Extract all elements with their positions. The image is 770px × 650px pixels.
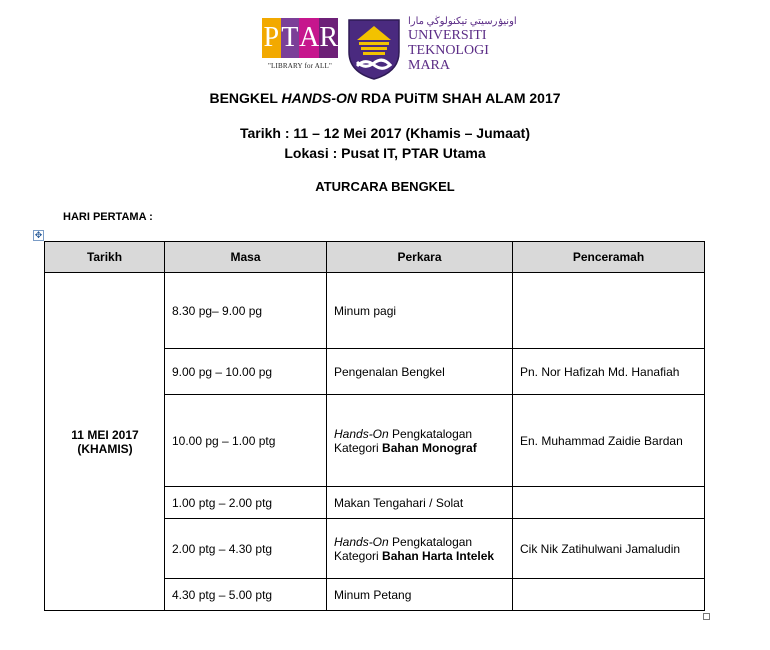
perkara-cell: Hands-On Pengkatalogan Kategori Bahan Harta Intelek bbox=[327, 519, 513, 579]
table-row bbox=[45, 273, 705, 349]
uitm-line-2: TEKNOLOGI bbox=[408, 43, 489, 58]
ptar-letter-a: A bbox=[299, 18, 319, 58]
uitm-line-1: UNIVERSITI bbox=[408, 28, 487, 43]
perkara-cell: Makan Tengahari / Solat bbox=[327, 487, 513, 519]
header-masa: Masa bbox=[165, 242, 327, 273]
table-resize-handle[interactable] bbox=[703, 613, 710, 620]
header-penceramah: Penceramah bbox=[513, 242, 705, 273]
masa-cell: 9.00 pg – 10.00 pg bbox=[165, 349, 327, 395]
perkara-cell: Minum Petang bbox=[327, 579, 513, 611]
table-header-row bbox=[45, 242, 705, 273]
uitm-crest-icon bbox=[345, 18, 403, 80]
schedule-table bbox=[44, 241, 705, 611]
uitm-line-3: MARA bbox=[408, 58, 451, 73]
table-move-handle-icon[interactable]: ✥ bbox=[34, 230, 43, 240]
penceramah-cell bbox=[513, 487, 705, 519]
day-label: HARI PERTAMA : bbox=[63, 211, 153, 223]
masa-cell: 4.30 ptg – 5.00 ptg bbox=[165, 579, 327, 611]
ptar-letter-p: P bbox=[262, 18, 281, 58]
perkara-cell: Minum pagi bbox=[327, 273, 513, 349]
event-date: Tarikh : 11 – 12 Mei 2017 (Khamis – Jumaat) bbox=[240, 125, 530, 141]
event-location: Lokasi : Pusat IT, PTAR Utama bbox=[284, 145, 486, 161]
uitm-wordmark bbox=[408, 16, 518, 73]
header-perkara: Perkara bbox=[327, 242, 513, 273]
document-title: BENGKEL HANDS-ON RDA PUiTM SHAH ALAM 2017 bbox=[209, 90, 561, 106]
ptar-logo bbox=[262, 18, 338, 80]
penceramah-cell bbox=[513, 579, 705, 611]
masa-cell: 8.30 pg– 9.00 pg bbox=[165, 273, 327, 349]
program-heading: ATURCARA BENGKEL bbox=[315, 179, 455, 194]
header-tarikh: Tarikh bbox=[45, 242, 165, 273]
ptar-letter-r: R bbox=[319, 18, 338, 58]
penceramah-cell: Cik Nik Zatihulwani Jamaludin bbox=[513, 519, 705, 579]
perkara-cell: Pengenalan Bengkel bbox=[327, 349, 513, 395]
penceramah-cell: En. Muhammad Zaidie Bardan bbox=[513, 395, 705, 487]
date-line-1: 11 MEI 2017 bbox=[71, 427, 139, 442]
ptar-tagline: "LIBRARY for ALL" bbox=[267, 62, 333, 70]
masa-cell: 1.00 ptg – 2.00 ptg bbox=[165, 487, 327, 519]
uitm-jawi: اونيۏرسيتي تيكنولوڬي مارا bbox=[408, 16, 517, 27]
ptar-letter-t: T bbox=[281, 18, 300, 58]
perkara-cell: Hands-On Pengkatalogan Kategori Bahan Monograf bbox=[327, 395, 513, 487]
masa-cell: 2.00 ptg – 4.30 ptg bbox=[165, 519, 327, 579]
penceramah-cell bbox=[513, 273, 705, 349]
logo-bar bbox=[260, 16, 520, 80]
date-cell bbox=[45, 273, 165, 611]
masa-cell: 10.00 pg – 1.00 ptg bbox=[165, 395, 327, 487]
penceramah-cell: Pn. Nor Hafizah Md. Hanafiah bbox=[513, 349, 705, 395]
date-line-2: (KHAMIS) bbox=[77, 441, 133, 456]
